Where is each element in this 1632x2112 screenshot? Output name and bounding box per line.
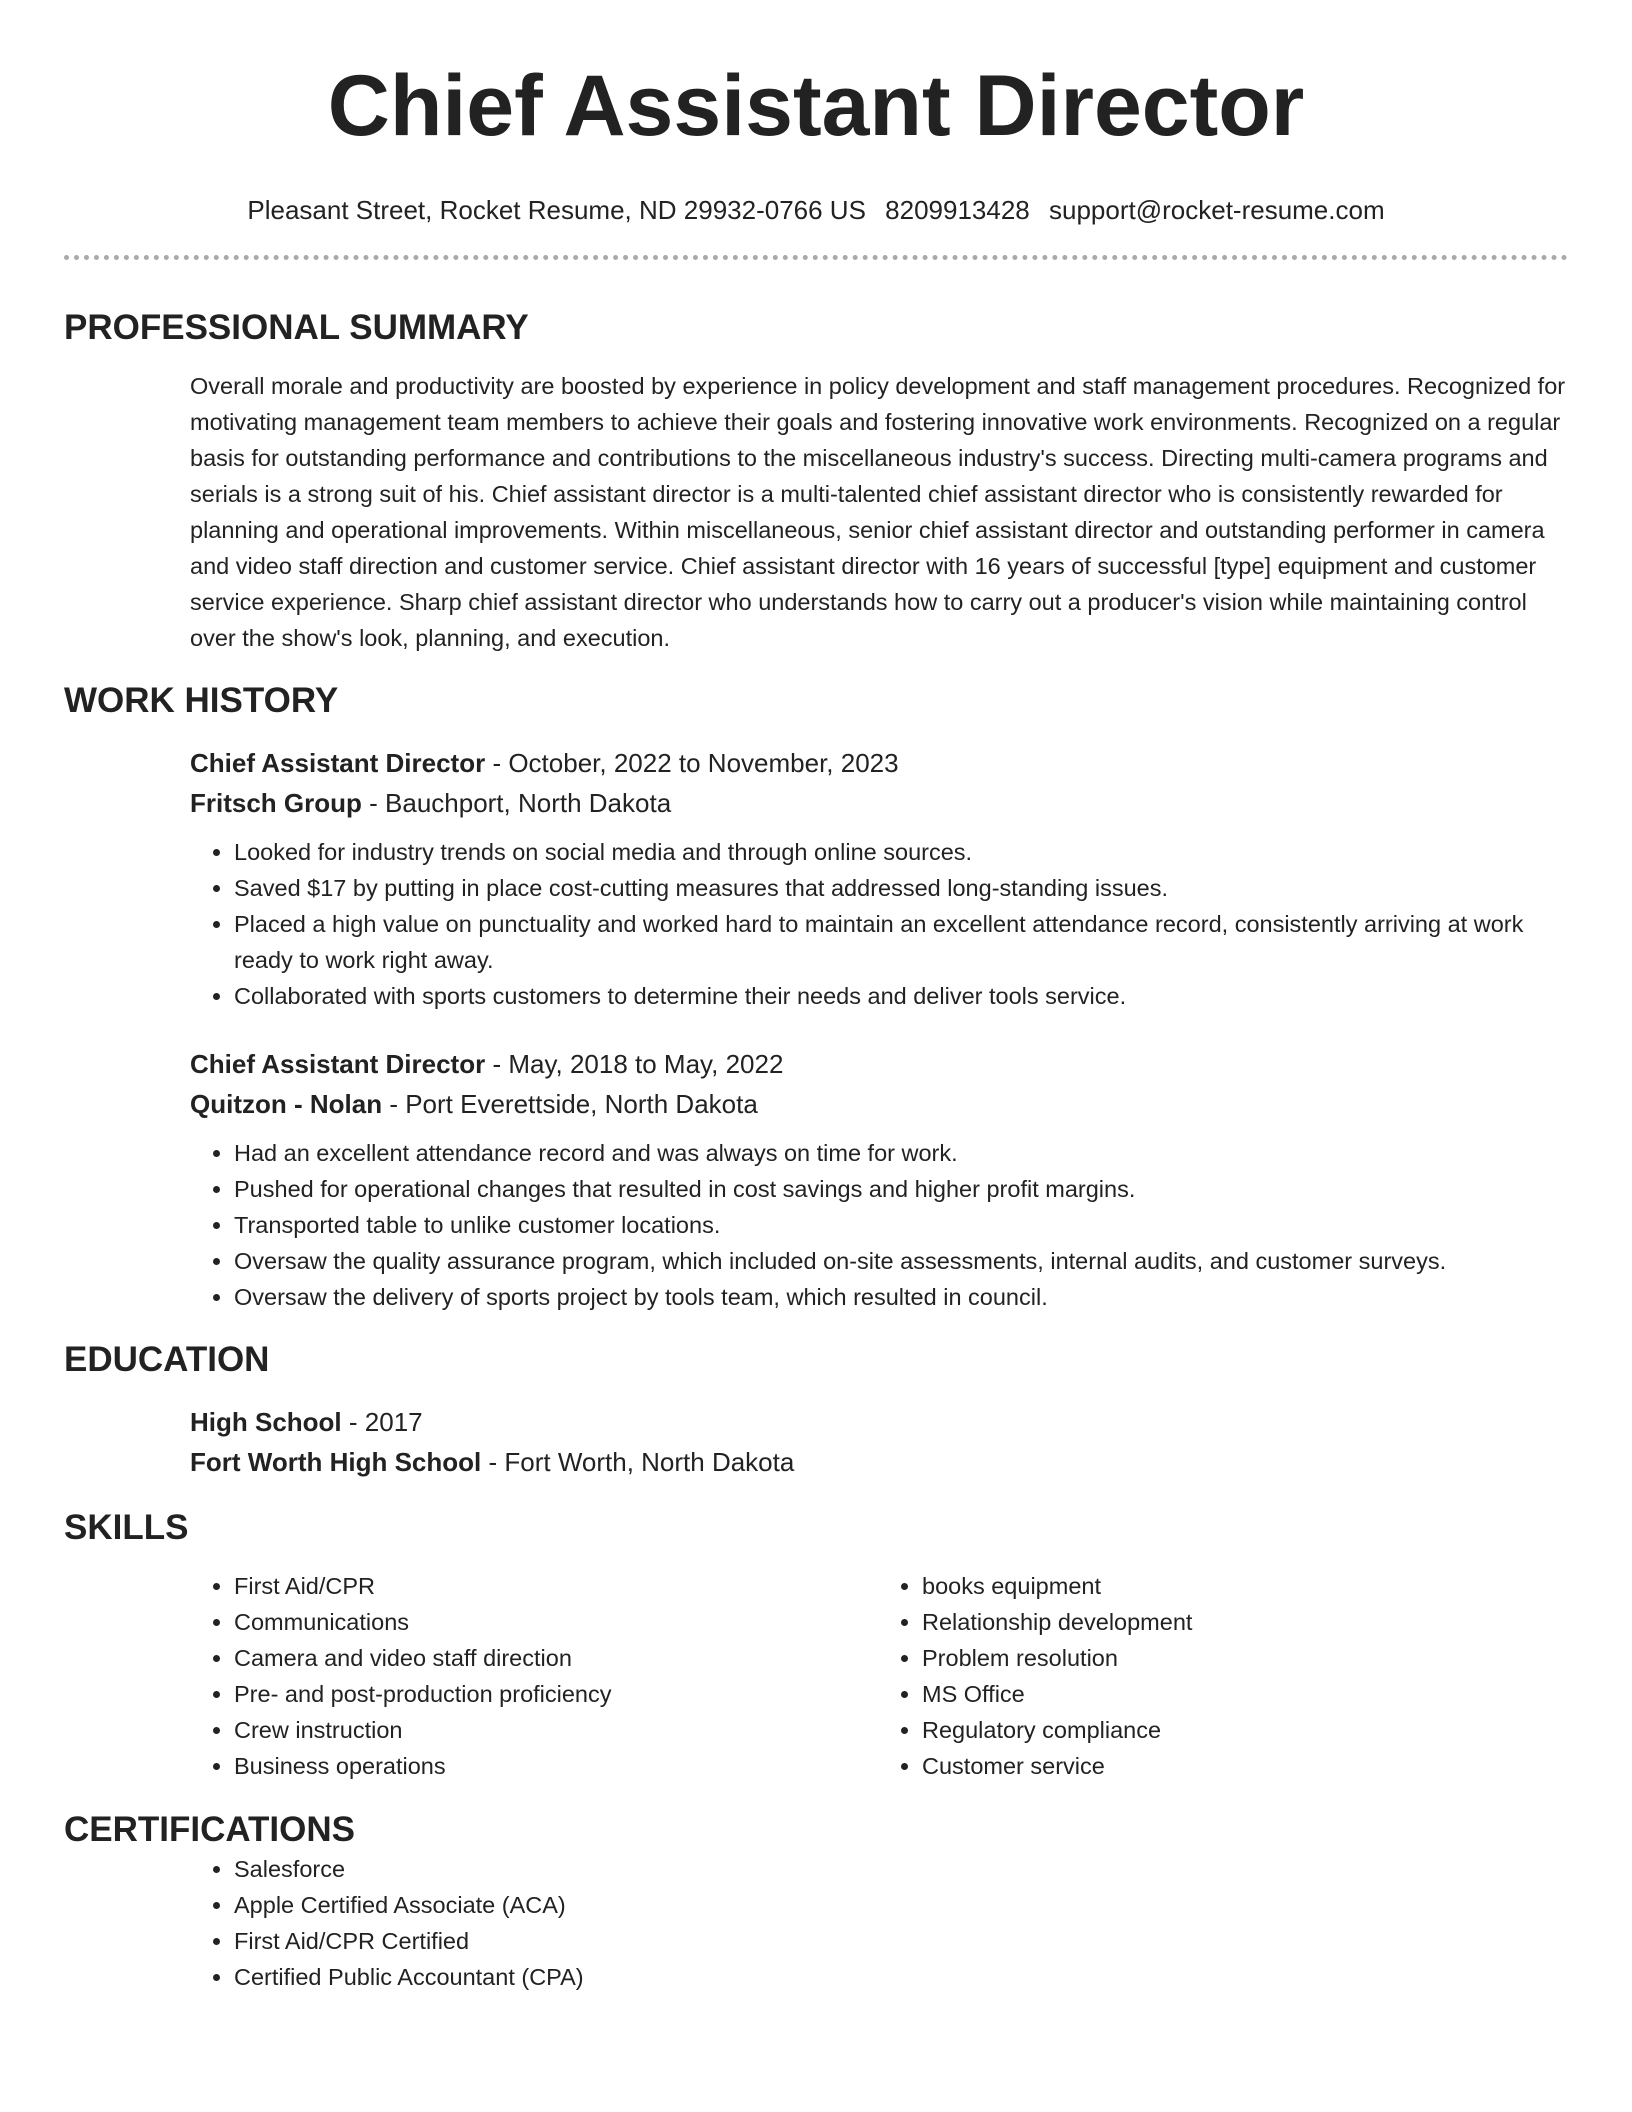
section-title-certifications: CERTIFICATIONS — [64, 1810, 356, 1849]
skill-item: • Customer service — [922, 1748, 1566, 1784]
job-bullet: • Placed a high value on punctuality and worked hard to maintain an excellent attendance record, consistently arriving at work ready to work right away. — [234, 906, 1566, 978]
certification-item: • Apple Certified Associate (ACA) — [234, 1887, 1566, 1923]
job-position-line — [190, 743, 1566, 783]
skills-section — [64, 1568, 1568, 1784]
skill-item: • MS Office — [922, 1676, 1566, 1712]
skill-item: • First Aid/CPR — [234, 1568, 878, 1604]
education-degree: High School — [190, 1407, 342, 1437]
section-title-education: EDUCATION — [64, 1340, 270, 1379]
section-title-work-history: WORK HISTORY — [64, 681, 339, 720]
job-bullet: • Oversaw the delivery of sports project by tools team, which resulted in council. — [234, 1279, 1566, 1315]
job-bullet: • Collaborated with sports customers to determine their needs and deliver tools service. — [234, 978, 1566, 1014]
work-history — [64, 743, 1568, 1315]
summary-text: Overall morale and productivity are boosted by experience in policy development and staff management procedures. Recognized for motivating management team members to achieve their goals and fostering innovative work environments. Recognized on a regular basis for outstanding performance and contributions to the miscellaneous industry's success. Directing multi-camera programs and serials is a strong suit of his. Chief assistant director is a multi-talented chief assistant director who is consistently rewarded for planning and operational improvements. Within miscellaneous, senior chief assistant director and outstanding performer in camera and video staff direction and customer service. Chief assistant director with 16 years of successful [type] equipment and customer service experience. Sharp chief assistant director who understands how to carry out a producer's vision while maintaining control over the show's look, planning, and execution. — [190, 373, 1566, 651]
skill-item: • Relationship development — [922, 1604, 1566, 1640]
job-bullet: • Had an excellent attendance record and was always on time for work. — [234, 1135, 1566, 1171]
job-position: Chief Assistant Director — [190, 748, 486, 778]
header-divider — [64, 255, 1568, 260]
education-school: Fort Worth High School — [190, 1447, 482, 1477]
job-company: Fritsch Group — [190, 788, 362, 818]
skill-item: • Crew instruction — [234, 1712, 878, 1748]
section-title-skills: SKILLS — [64, 1508, 189, 1547]
job-company: Quitzon - Nolan — [190, 1089, 383, 1119]
certification-item: • Salesforce — [234, 1851, 1566, 1887]
education-location: - Fort Worth, North Dakota — [481, 1447, 795, 1477]
education-school-line — [190, 1442, 1566, 1482]
certification-item: • First Aid/CPR Certified — [234, 1923, 1566, 1959]
job-dates: - May, 2018 to May, 2022 — [485, 1049, 784, 1079]
job-bullets — [190, 1135, 1566, 1315]
certifications-list — [190, 1851, 1566, 1995]
job-bullet: • Pushed for operational changes that resulted in cost savings and higher profit margins. — [234, 1171, 1566, 1207]
job-position: Chief Assistant Director — [190, 1049, 486, 1079]
contact-line — [64, 195, 1568, 225]
job-company-line — [190, 783, 1566, 823]
resume-name: Chief Assistant Director — [327, 58, 1305, 154]
education-entry — [64, 1402, 1568, 1482]
job-dates: - October, 2022 to November, 2023 — [485, 748, 899, 778]
job-location: - Port Everettside, North Dakota — [382, 1089, 758, 1119]
job-bullet: • Transported table to unlike customer locations. — [234, 1207, 1566, 1243]
skill-item: • Problem resolution — [922, 1640, 1566, 1676]
skill-item: • Regulatory compliance — [922, 1712, 1566, 1748]
contact-phone: 8209913428 — [885, 195, 1030, 225]
skills-right-column — [878, 1568, 1566, 1784]
education-degree-line — [190, 1402, 1566, 1442]
skill-item: • Business operations — [234, 1748, 878, 1784]
skill-item: • Pre- and post-production proficiency — [234, 1676, 878, 1712]
job-bullets — [190, 834, 1566, 1014]
contact-address: Pleasant Street, Rocket Resume, ND 29932-0766 US — [247, 195, 866, 225]
certification-item: • Certified Public Accountant (CPA) — [234, 1959, 1566, 1995]
job-entry — [190, 1044, 1566, 1315]
certifications-section — [64, 1851, 1568, 1995]
job-bullet: • Saved $17 by putting in place cost-cutting measures that addressed long-standing issues. — [234, 870, 1566, 906]
job-entry — [190, 743, 1566, 1014]
contact-email: support@rocket-resume.com — [1049, 195, 1385, 225]
section-title-summary: PROFESSIONAL SUMMARY — [64, 308, 529, 347]
skills-grid — [190, 1568, 1566, 1784]
job-location: - Bauchport, North Dakota — [361, 788, 672, 818]
skill-item: • Communications — [234, 1604, 878, 1640]
job-company-line — [190, 1084, 1566, 1124]
education-year: - 2017 — [341, 1407, 423, 1437]
job-bullet: • Looked for industry trends on social media and through online sources. — [234, 834, 1566, 870]
job-bullet: • Oversaw the quality assurance program, which included on-site assessments, internal audits, and customer surveys. — [234, 1243, 1566, 1279]
skill-item: • books equipment — [922, 1568, 1566, 1604]
skills-left-column — [190, 1568, 878, 1784]
job-position-line — [190, 1044, 1566, 1084]
skill-item: • Camera and video staff direction — [234, 1640, 878, 1676]
